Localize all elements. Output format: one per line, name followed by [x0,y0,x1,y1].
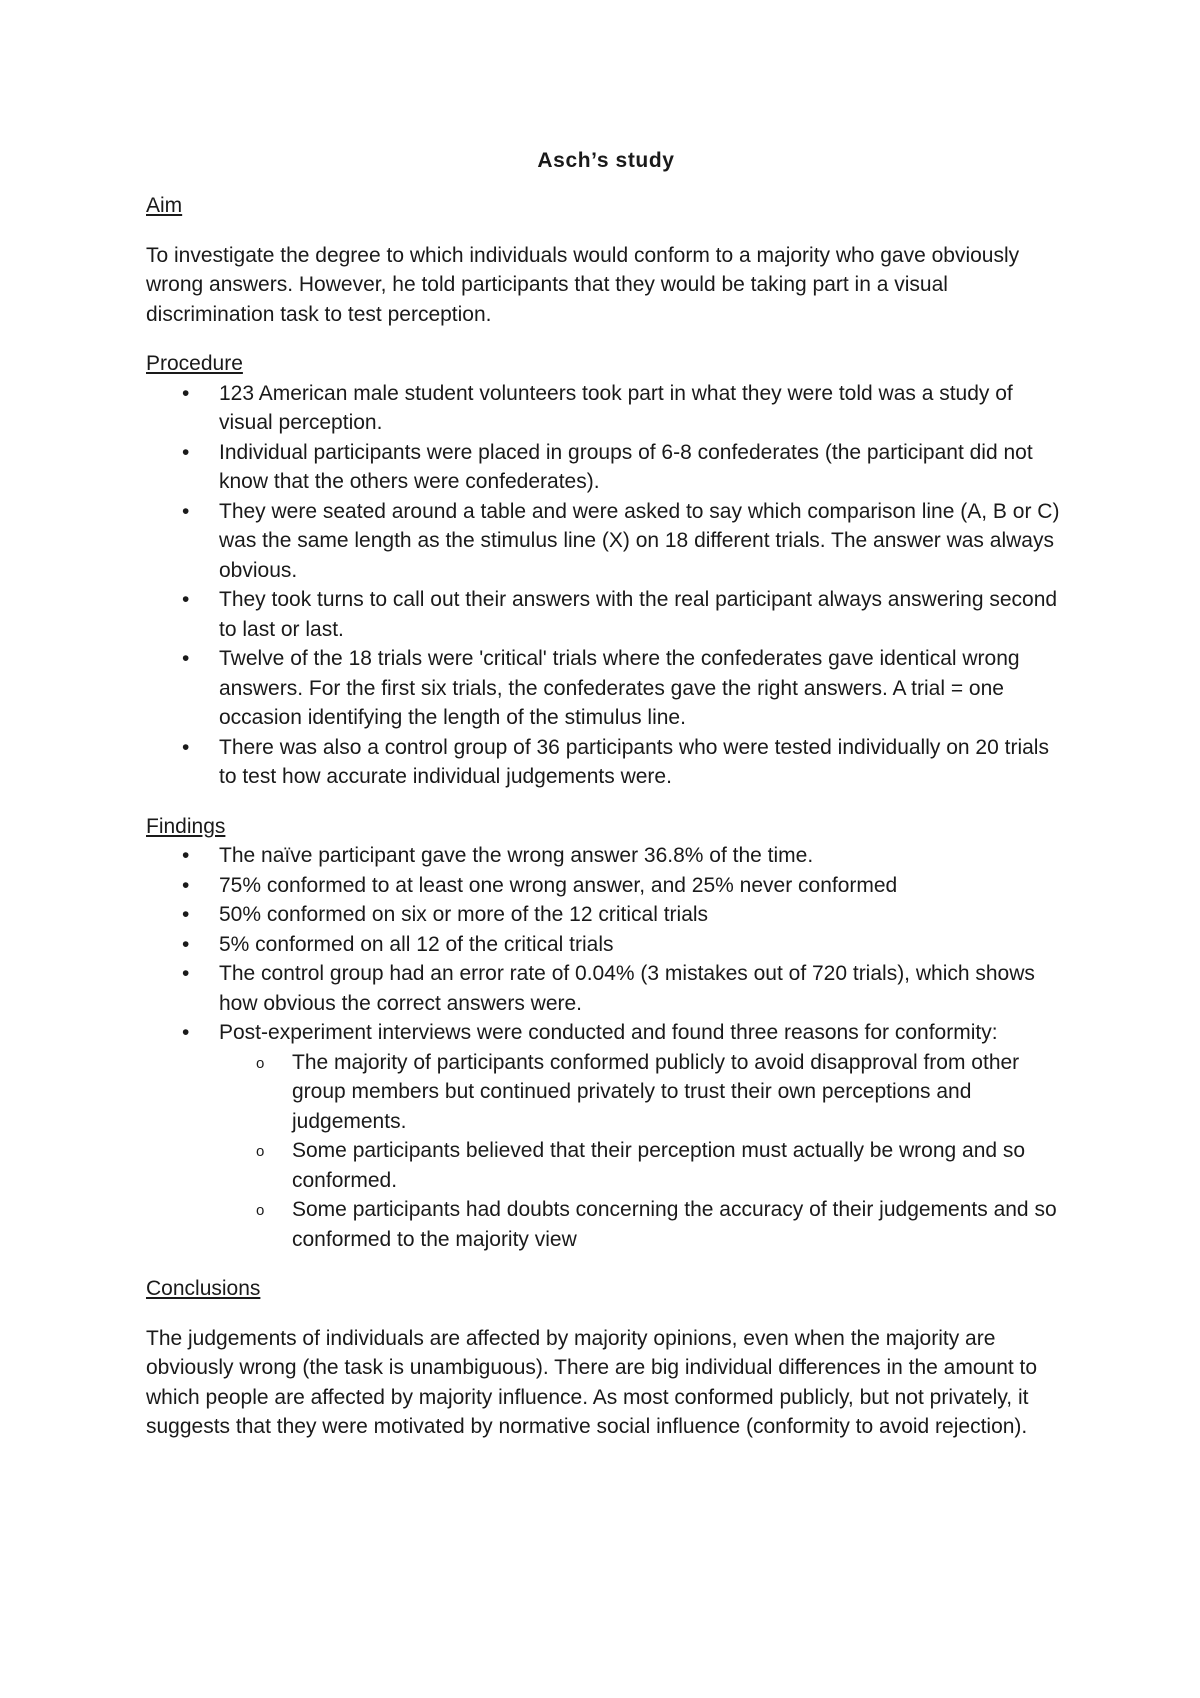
list-item [146,1018,1066,1254]
findings-heading: Findings [146,814,226,838]
list-item: • 123 American male student volunteers took part in what they were told was a study of visual perception. [146,379,1066,438]
list-item: • 75% conformed to at least one wrong answer, and 25% never conformed [146,871,1066,901]
list-item: • The naïve participant gave the wrong answer 36.8% of the time. [146,841,1066,871]
sub-list-item: o The majority of participants conformed publicly to avoid disapproval from other group members but continued privately to trust their own perceptions and judgements. [219,1048,1066,1137]
procedure-heading: Procedure [146,352,243,375]
list-item-text: Post-experiment interviews were conducted and found three reasons for conformity: [219,1021,998,1044]
list-item: • They took turns to call out their answers with the real participant always answering second to last or last. [146,585,1066,644]
list-item: • Individual participants were placed in groups of 6-8 confederates (the participant did not know that the others were confederates). [146,438,1066,497]
list-item: • The control group had an error rate of 0.04% (3 mistakes out of 720 trials), which shows how obvious the correct answers were. [146,959,1066,1018]
aim-heading: Aim [146,194,183,217]
list-item: • 50% conformed on six or more of the 12 critical trials [146,900,1066,930]
list-item: • Twelve of the 18 trials were 'critical' trials where the confederates gave identical wrong answers. For the first six trials, the confederates gave the right answers. A trial = one occasion identifying the length of the stimulus line. [146,644,1066,733]
conclusions-text: The judgements of individuals are affected by majority opinions, even when the majority are obviously wrong (the task is unambiguous). There are big individual differences in the amount to which people are affected by majority influence. As most conformed publicly, but not privately, it suggests that they were motivated by normative social influence (conformity to avoid rejection). [146,1326,1038,1438]
page-title: Asch’s study [537,149,675,172]
procedure-list [146,379,1066,792]
conformity-reasons-list [219,1048,1066,1255]
aim-text: To investigate the degree to which individuals would conform to a majority who gave obviously wrong answers. However, he told participants that they would be taking part in a visual discrimination task to test perception. [146,243,1020,326]
list-item: • They were seated around a table and were asked to say which comparison line (A, B or C) was the same length as the stimulus line (X) on 18 different trials. The answer was always obvious. [146,497,1066,586]
sub-list-item: o Some participants had doubts concerning the accuracy of their judgements and so conformed to the majority view [219,1195,1066,1254]
findings-list [146,841,1066,1254]
conclusions-heading: Conclusions [146,1277,261,1300]
list-item: • There was also a control group of 36 participants who were tested individually on 20 trials to test how accurate individual judgements were. [146,733,1066,792]
sub-list-item: o Some participants believed that their perception must actually be wrong and so conformed. [219,1136,1066,1195]
document-body [146,146,1066,1442]
list-item: • 5% conformed on all 12 of the critical trials [146,930,1066,960]
